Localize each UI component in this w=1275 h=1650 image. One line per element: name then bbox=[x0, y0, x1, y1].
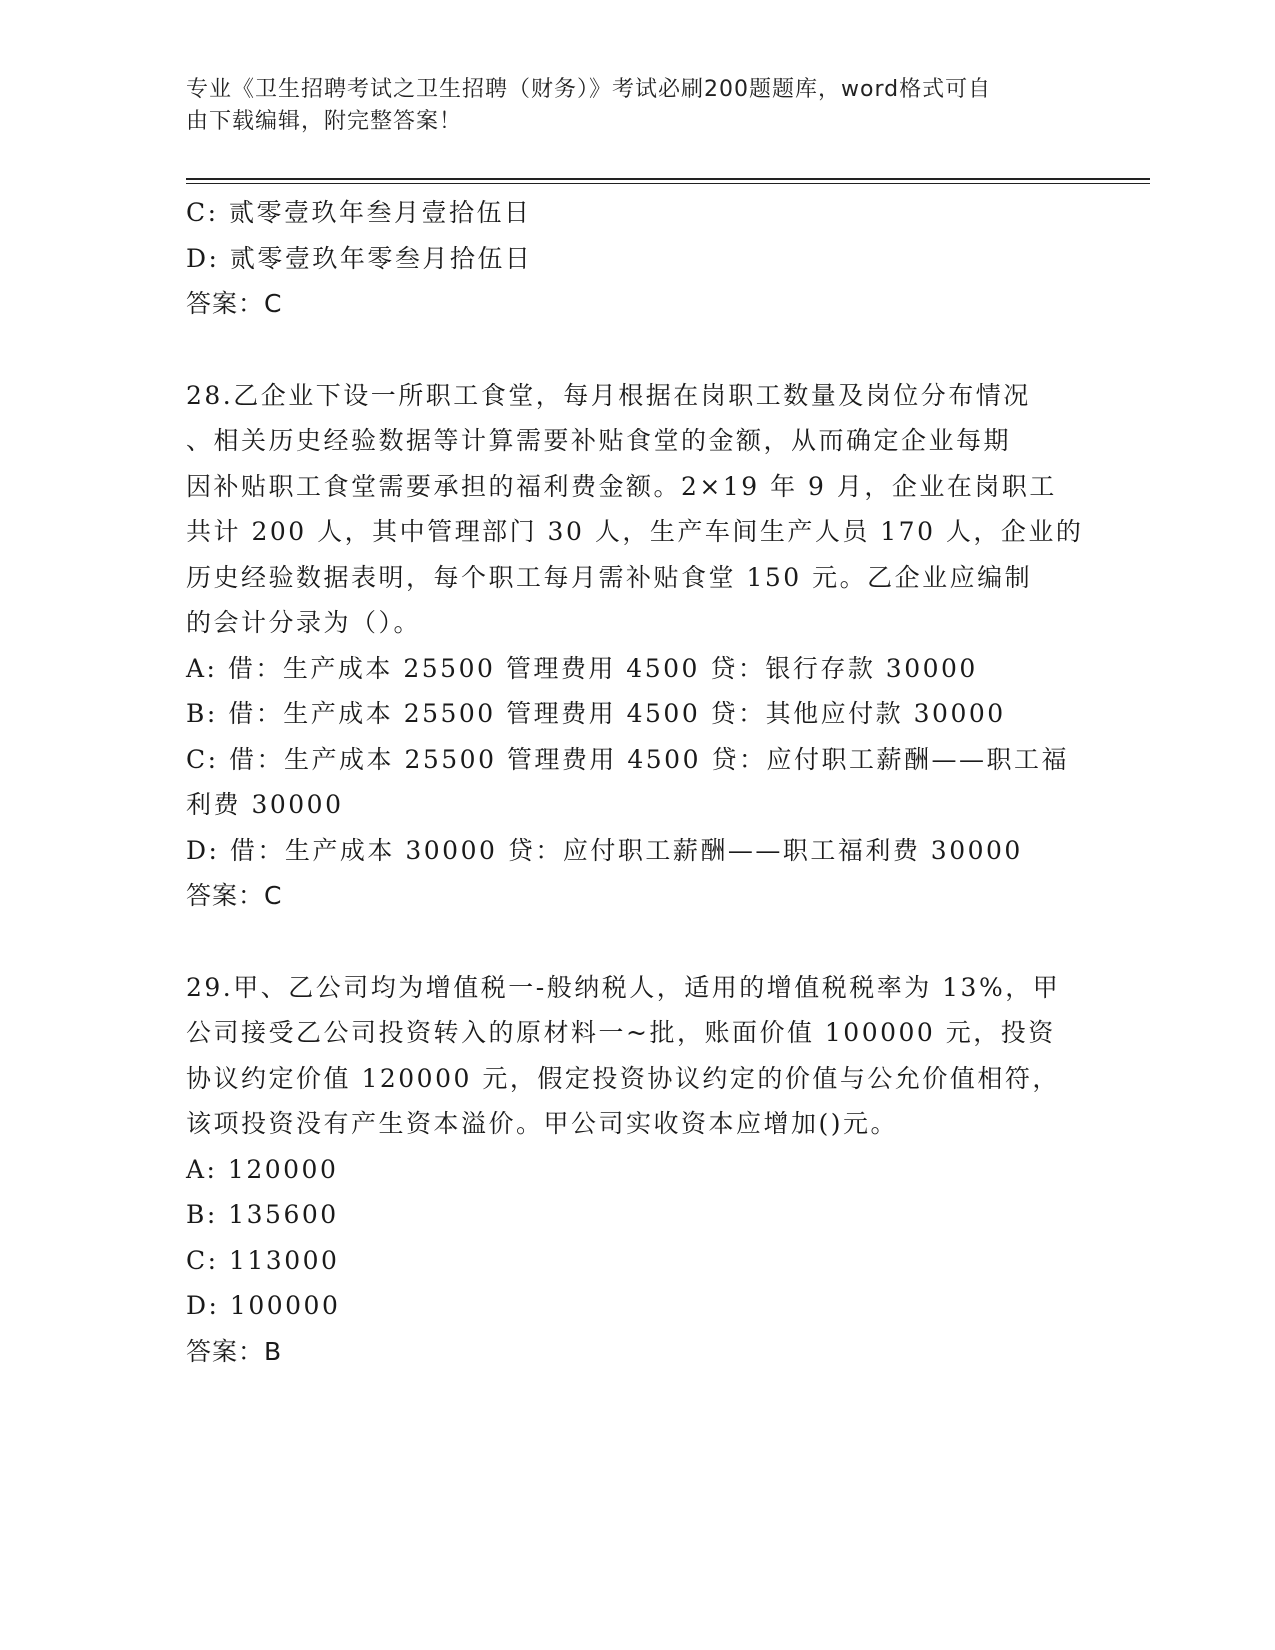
option-b: B: 借：生产成本 25500 管理费用 4500 贷：其他应付款 30000 bbox=[186, 699, 1006, 728]
question-line: 29.甲、乙公司均为增值税一-般纳税人，适用的增值税税率为 13%，甲 bbox=[186, 972, 1061, 1002]
option-d: D: 贰零壹玖年零叁月拾伍日 bbox=[186, 243, 533, 273]
option-a: A: 借：生产成本 25500 管理费用 4500 贷：银行存款 30000 bbox=[186, 653, 978, 683]
header-line: 专业《卫生招聘考试之卫生招聘（财务）》考试必刷200题题库，word格式可自 bbox=[186, 77, 992, 102]
question-line: 协议约定价值 120000 元，假定投资协议约定的价值与公允价值相符， bbox=[186, 1063, 1060, 1093]
option-c: C: 113000 bbox=[186, 1245, 340, 1275]
option-b: B: 135600 bbox=[186, 1200, 339, 1229]
question-line: 因补贴职工食堂需要承担的福利费金额。2×19 年 9 月，企业在岗职工 bbox=[186, 471, 1057, 501]
question-line: 该项投资没有产生资本溢价。甲公司实收资本应增加()元。 bbox=[186, 1109, 899, 1138]
question-line: 的会计分录为（）。 bbox=[186, 608, 422, 637]
option-c: C: 贰零壹玖年叁月壹拾伍日 bbox=[186, 198, 532, 227]
header-divider bbox=[186, 178, 1150, 184]
question-text bbox=[186, 965, 1086, 1147]
option-c-continued: 利费 30000 bbox=[186, 790, 344, 819]
option-c: C: 借：生产成本 25500 管理费用 4500 贷：应付职工薪酬——职工福 bbox=[186, 744, 1069, 774]
question-line: 公司接受乙公司投资转入的原材料一~批，账面价值 100000 元，投资 bbox=[186, 1018, 1056, 1047]
question-line: 、相关历史经验数据等计算需要补贴食堂的金额，从而确定企业每期 bbox=[186, 426, 1012, 455]
question-27-tail bbox=[186, 190, 1086, 327]
question-line: 共计 200 人，其中管理部门 30 人，生产车间生产人员 170 人，企业的 bbox=[186, 517, 1084, 546]
question-text bbox=[186, 373, 1086, 646]
answer: 答案：B bbox=[186, 1336, 283, 1366]
answer: 答案：C bbox=[186, 289, 283, 318]
document-header bbox=[186, 74, 1086, 138]
option-d: D: 借：生产成本 30000 贷：应付职工薪酬——职工福利费 30000 bbox=[186, 835, 1023, 865]
option-d: D: 100000 bbox=[186, 1291, 341, 1320]
option-a: A: 120000 bbox=[186, 1154, 339, 1184]
header-line: 由下载编辑，附完整答案！ bbox=[186, 109, 463, 134]
document-body bbox=[186, 190, 1086, 1374]
question-line: 28.乙企业下设一所职工食堂，每月根据在岗职工数量及岗位分布情况 bbox=[186, 380, 1031, 410]
question-29 bbox=[186, 965, 1086, 1375]
answer: 答案：C bbox=[186, 881, 283, 910]
question-28 bbox=[186, 373, 1086, 919]
question-line: 历史经验数据表明，每个职工每月需补贴食堂 150 元。乙企业应编制 bbox=[186, 562, 1033, 592]
